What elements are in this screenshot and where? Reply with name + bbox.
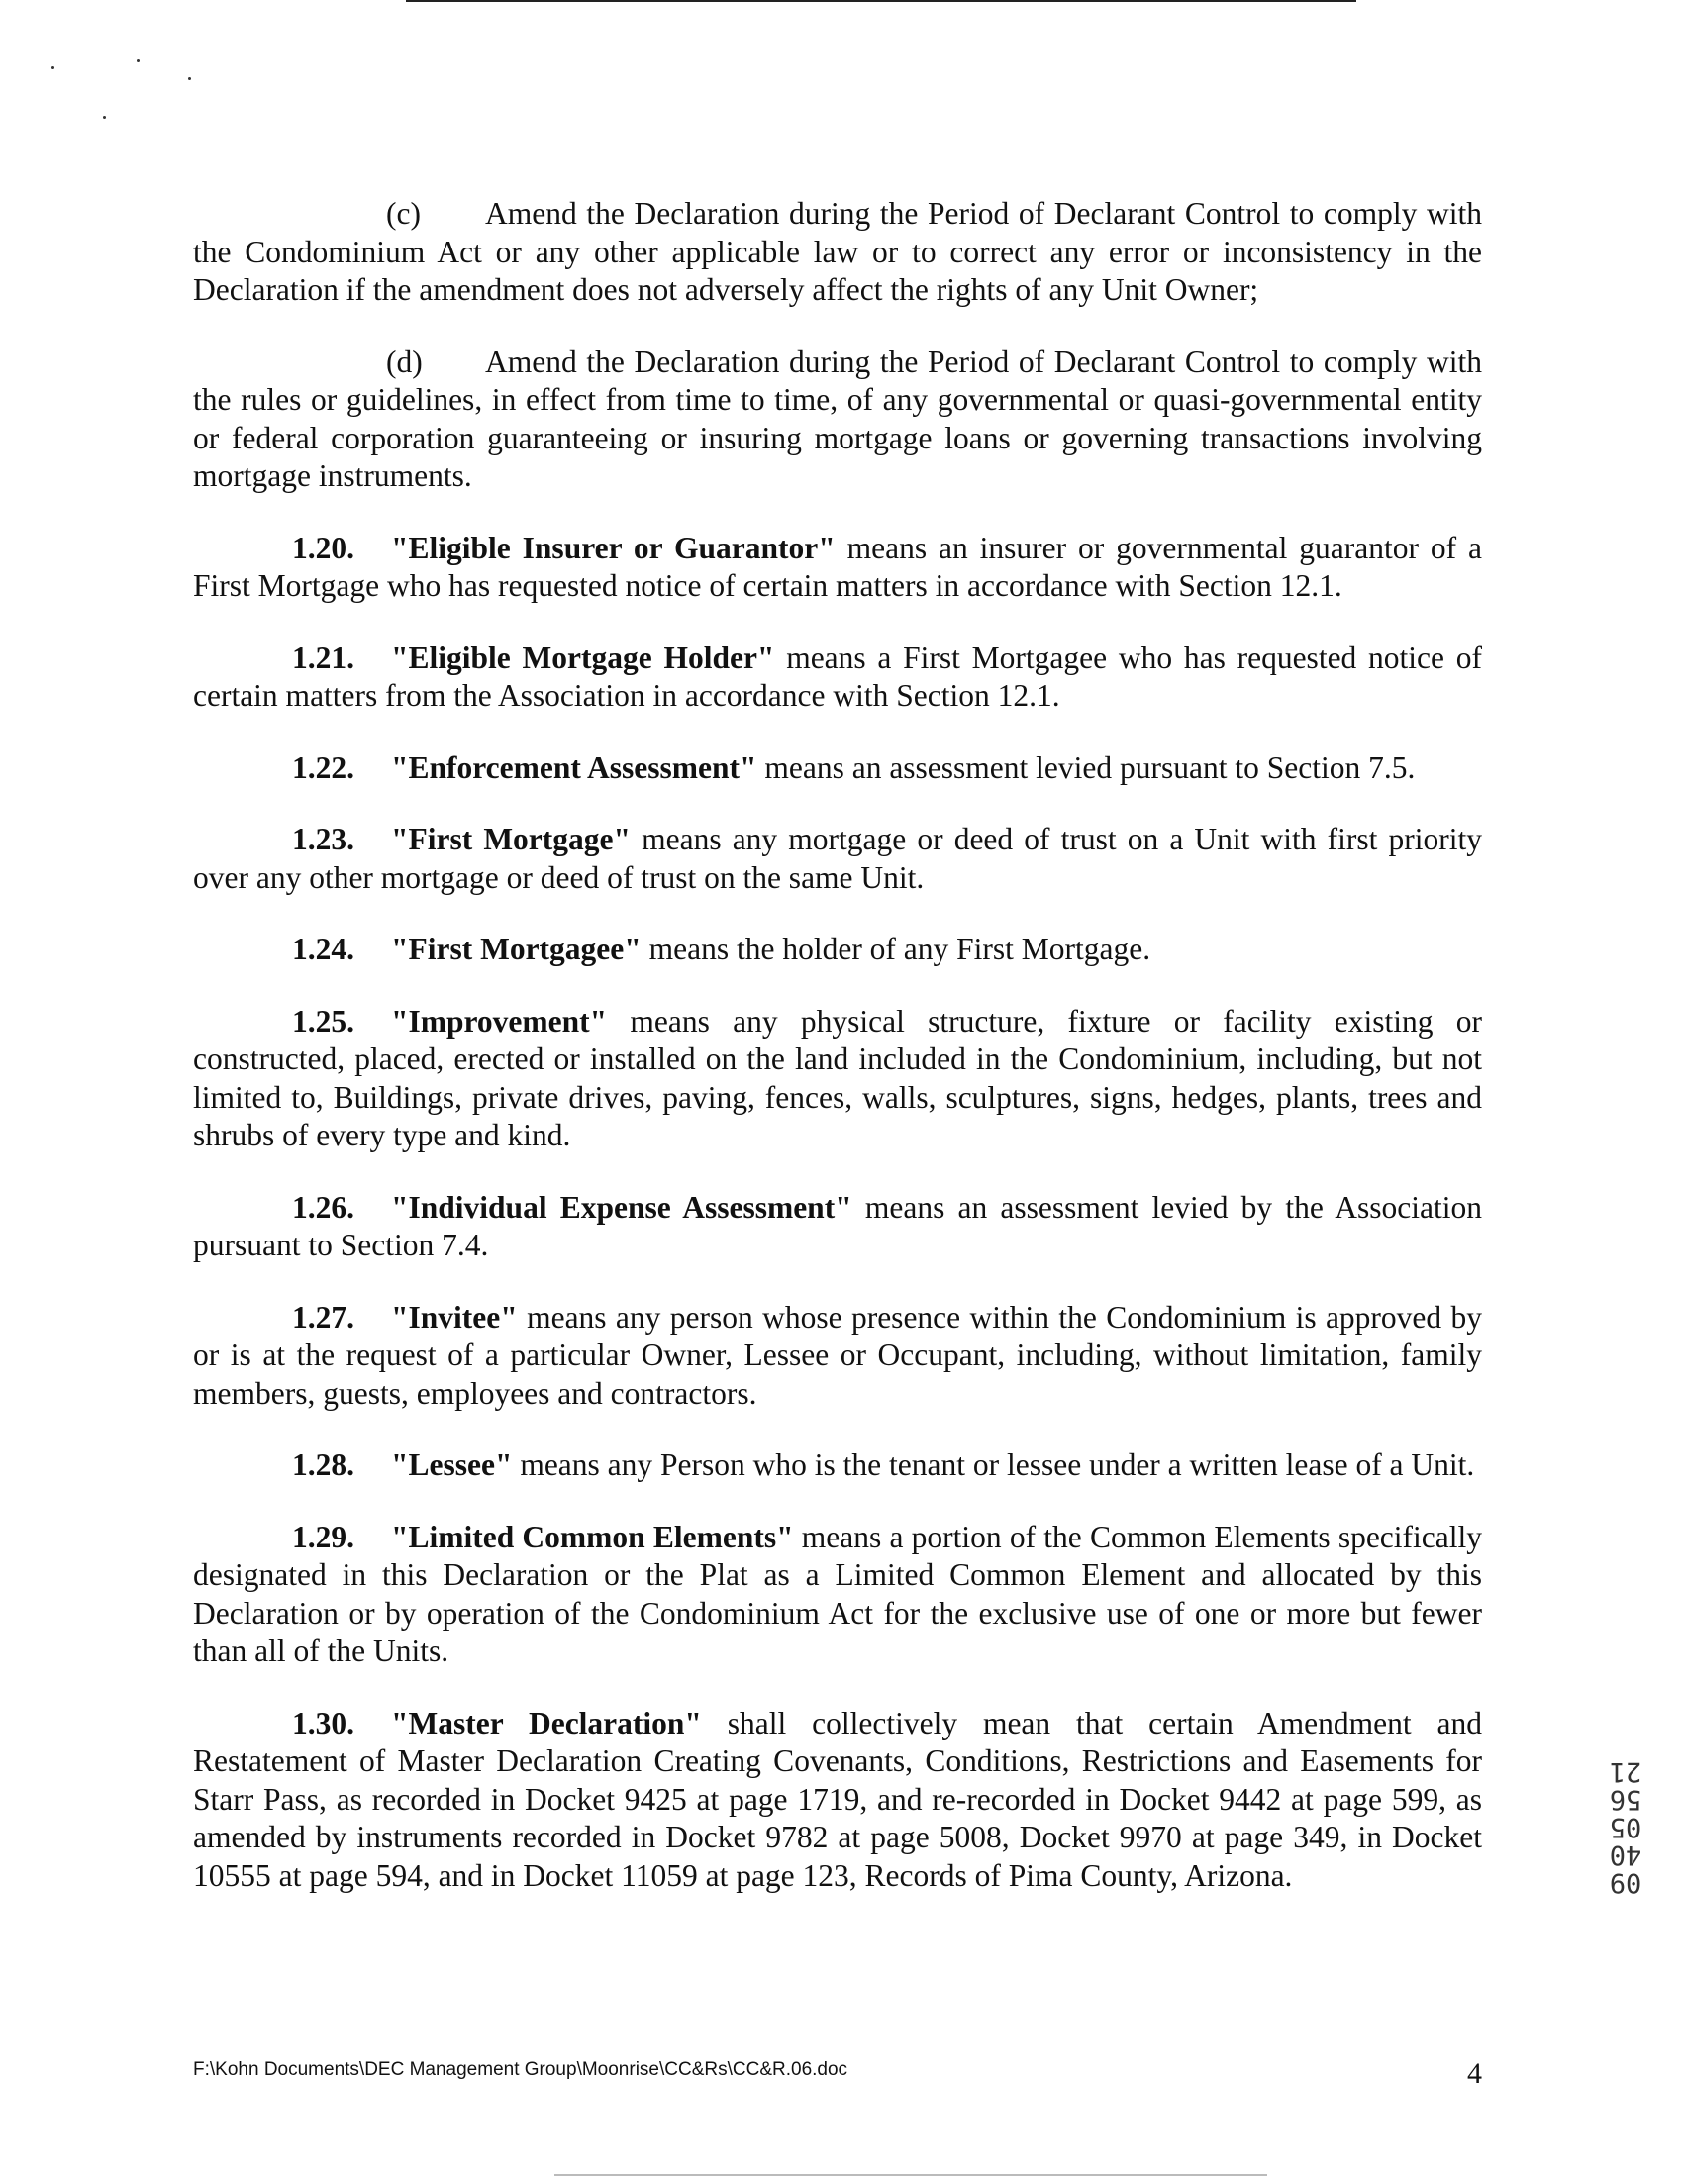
definition-text: means the holder of any First Mortgage. — [648, 932, 1151, 966]
definition-1-29 — [193, 1519, 1482, 1671]
defined-term: "Lessee" — [391, 1447, 513, 1482]
definition-1-30 — [193, 1705, 1482, 1896]
subparagraph-label: (c) — [386, 196, 421, 231]
definition-1-27 — [193, 1299, 1482, 1414]
definition-text: means any person whose presence within the Condominium is approved by or is at the request of a particular Owner, Lessee or Occupant, including, without limitation, family members, guests, employees and contractors. — [193, 1299, 1483, 1411]
bottom-border-line — [554, 2174, 1267, 2176]
defined-term: "First Mortgagee" — [391, 932, 642, 966]
scan-speck — [188, 77, 191, 80]
section-number: 1.28. — [292, 1447, 354, 1482]
subparagraph-d — [193, 344, 1482, 496]
scan-speck — [103, 116, 106, 119]
section-number: 1.23. — [292, 822, 354, 856]
defined-term: "Master Declaration" — [391, 1705, 702, 1740]
definition-1-23 — [193, 821, 1482, 897]
definition-text: means an assessment levied by the Association pursuant to Section 7.4. — [193, 1189, 1482, 1262]
subparagraph-text: Amend the Declaration during the Period of Declarant Control to comply with the rules or guidelines, in effect from time to time, of any governmental or quasi-governmental entity or federal corporation guaranteeing or insuring mortgage loans or governing transactions involving mortgage instruments. — [193, 344, 1482, 493]
section-number: 1.24. — [292, 932, 354, 966]
footer-file-path: F:\Kohn Documents\DEC Management Group\Moonrise\CC&Rs\CC&R.06.doc — [193, 2059, 848, 2080]
section-number: 1.29. — [292, 1519, 354, 1554]
subparagraph-text: Amend the Declaration during the Period of Declarant Control to comply with the Condominium Act or any other applicable law or to correct any error or inconsistency in the Declaration if the amendment does not adversely affect the rights of any Unit Owner; — [193, 196, 1482, 307]
subparagraph-c — [193, 195, 1482, 310]
page-number: 4 — [1467, 2057, 1482, 2090]
definition-text: means a portion of the Common Elements specifically designated in this Declaration or the Plat as a Limited Common Element and allocated by this Declaration or by operation of the Condominium Act for the exclusive use of one or more but fewer than all of the Units. — [193, 1519, 1482, 1668]
definition-1-25 — [193, 1003, 1482, 1155]
definition-text: means an assessment levied pursuant to Section 7.5. — [764, 749, 1416, 785]
defined-term: "First Mortgage" — [391, 822, 631, 856]
section-number: 1.27. — [292, 1299, 354, 1335]
definition-1-28 — [193, 1446, 1482, 1485]
defined-term: "Improvement" — [391, 1003, 608, 1039]
definition-text: means an insurer or governmental guarantor of a First Mortgage who has requested notice of certain matters in accordance with Section 12.1. — [193, 530, 1482, 603]
defined-term: "Eligible Mortgage Holder" — [391, 640, 775, 675]
section-number: 1.22. — [292, 749, 354, 785]
definition-text: means any Person who is the tenant or lessee under a written lease of a Unit. — [520, 1447, 1475, 1482]
definition-1-21 — [193, 640, 1482, 716]
section-number: 1.20. — [292, 530, 354, 565]
definition-1-20 — [193, 530, 1482, 606]
section-number: 1.30. — [292, 1705, 354, 1740]
defined-term: "Limited Common Elements" — [391, 1519, 794, 1554]
section-number: 1.25. — [292, 1003, 354, 1039]
definition-1-26 — [193, 1189, 1482, 1265]
scan-speck — [137, 59, 140, 62]
section-number: 1.21. — [292, 640, 354, 675]
defined-term: "Invitee" — [391, 1299, 518, 1335]
section-number: 1.26. — [292, 1189, 354, 1225]
definition-text: means a First Mortgagee who has requested notice of certain matters from the Association in accordance with Section 12.1. — [193, 640, 1483, 713]
top-border-line — [406, 0, 1356, 2]
defined-term: "Individual Expense Assessment" — [391, 1189, 852, 1225]
defined-term: "Eligible Insurer or Guarantor" — [391, 530, 836, 565]
definition-text: shall collectively mean that certain Amendment and Restatement of Master Declaration Creating Covenants, Conditions, Restrictions and Easements for Starr Pass, as recorded in Docket 9425 at page 1719, and re-recorded in Docket 9442 at page 599, as amended by instruments recorded in Docket 9782 at page 5008, Docket 9970 at page 349, in Docket 10555 at page 594, and in Docket 11059 at page 123, Records of Pima County, Arizona. — [193, 1705, 1482, 1893]
definition-text: means any mortgage or deed of trust on a Unit with first priority over any other mortgage or deed of trust on the same Unit. — [193, 822, 1482, 895]
subparagraph-label: (d) — [386, 344, 423, 379]
definition-1-22 — [193, 749, 1482, 788]
defined-term: "Enforcement Assessment" — [391, 749, 757, 785]
recording-stamp: 0940055621 — [1609, 1756, 1642, 1898]
definition-text: means any physical structure, fixture or facility existing or constructed, placed, erected or installed on the land included in the Condominium, including, but not limited to, Buildings, private drives, paving, fences, walls, sculptures, signs, hedges, plants, trees and shrubs of every type and kind. — [193, 1003, 1483, 1152]
definition-1-24 — [193, 931, 1482, 969]
document-body — [193, 195, 1482, 1929]
scan-speck — [51, 66, 54, 69]
